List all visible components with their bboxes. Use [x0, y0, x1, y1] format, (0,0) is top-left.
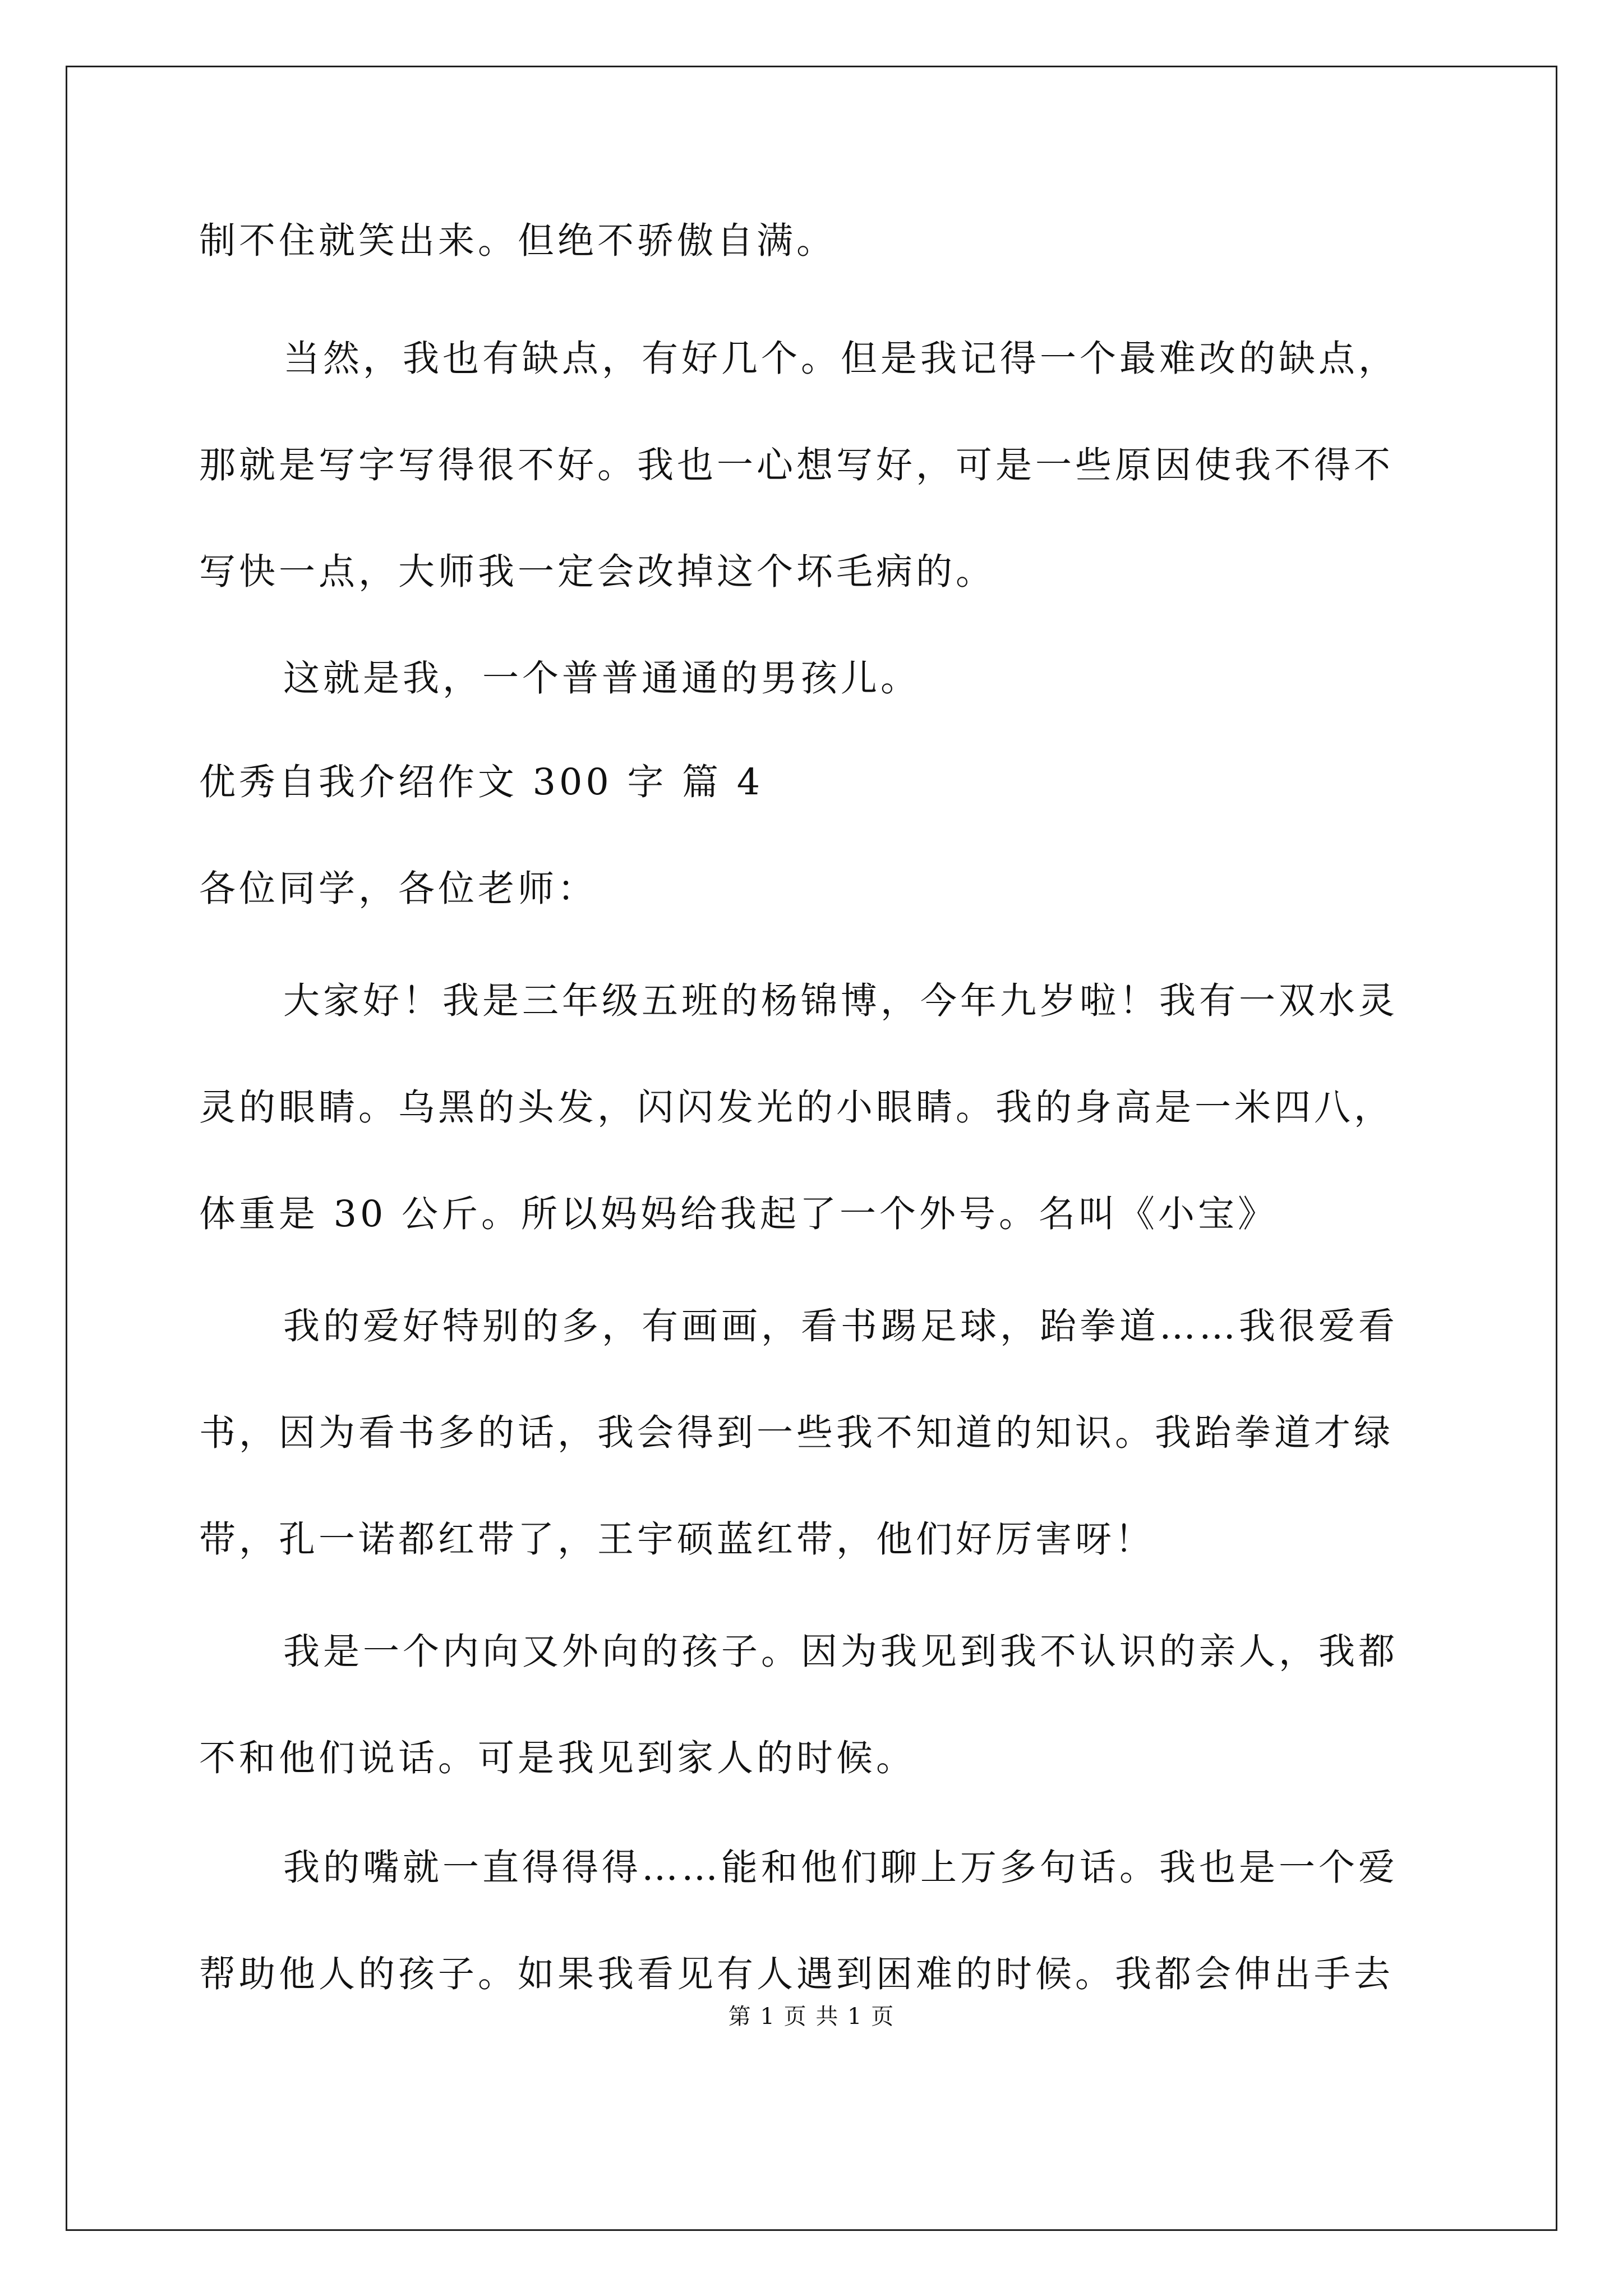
text-line: 那就是写字写得很不好。我也一心想写好，可是一些原因使我不得不 — [199, 444, 1394, 486]
text-line: 书，因为看书多的话，我会得到一些我不知道的知识。我跆拳道才绿 — [199, 1412, 1394, 1454]
page-footer: 第 1 页 共 1 页 — [728, 2004, 895, 2030]
text-line: 当然，我也有缺点，有好几个。但是我记得一个最难改的缺点， — [283, 338, 1399, 380]
text-line: 写快一点，大师我一定会改掉这个坏毛病的。 — [199, 551, 996, 593]
text-line: 灵的眼睛。乌黑的头发，闪闪发光的小眼睛。我的身高是一米四八， — [199, 1087, 1394, 1129]
text-line: 制不住就笑出来。但绝不骄傲自满。 — [199, 220, 837, 262]
text-line: 不和他们说话。可是我见到家人的时候。 — [199, 1737, 916, 1779]
text-line: 体重是 30 公斤。所以妈妈给我起了一个外号。名叫《小宝》 — [199, 1193, 1278, 1235]
text-line: 这就是我，一个普普通通的男孩儿。 — [283, 657, 921, 700]
text-line: 帮助他人的孩子。如果我看见有人遇到困难的时候。我都会伸出手去 — [199, 1953, 1394, 1995]
text-line: 我的嘴就一直得得得……能和他们聊上万多句话。我也是一个爱 — [283, 1847, 1399, 1889]
page-border — [66, 66, 1557, 2231]
text-line: 我的爱好特别的多，有画画，看书踢足球，跆拳道……我很爱看 — [283, 1305, 1399, 1347]
text-line: 带，孔一诺都红带了，王宇硕蓝红带，他们好厉害呀！ — [199, 1519, 1155, 1561]
section-heading: 优秀自我介绍作文 300 字 篇 4 — [199, 761, 764, 803]
greeting-line: 各位同学，各位老师： — [199, 868, 598, 910]
text-line: 我是一个内向又外向的孩子。因为我见到我不认识的亲人，我都 — [283, 1631, 1399, 1673]
text-line: 大家好！我是三年级五班的杨锦博，今年九岁啦！我有一双水灵 — [283, 980, 1399, 1022]
